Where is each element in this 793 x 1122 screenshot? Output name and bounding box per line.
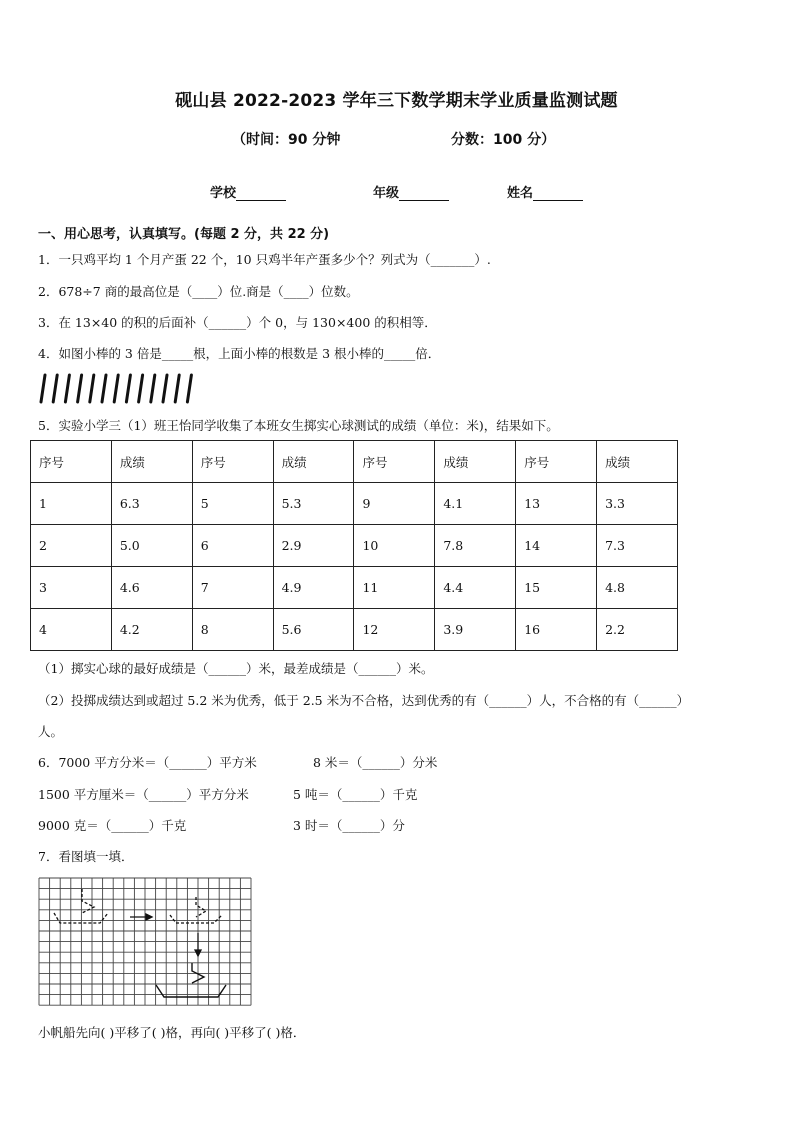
- table-cell: 1: [31, 483, 112, 525]
- stick: [65, 375, 69, 402]
- table-cell: 3.9: [435, 609, 516, 651]
- section-heading: 一、用心思考，认真填写。(每题 2 分，共 22 分): [38, 227, 330, 242]
- question-6d: 5 吨＝（______）千克: [293, 787, 418, 802]
- question-7-answer: 小帆船先向( )平移了( )格，再向( )平移了( )格．: [38, 1025, 306, 1040]
- table-cell: 9: [354, 483, 435, 525]
- sticks-figure: [36, 372, 206, 406]
- table-cell: 6: [192, 525, 273, 567]
- question-6f: 3 时＝（______）分: [293, 818, 405, 833]
- stick: [175, 375, 179, 402]
- question-5: 5．实验小学三（1）班王怡同学收集了本班女生掷实心球测试的成绩（单位：米)，结果如下。: [38, 418, 559, 433]
- question-5-1: （1）掷实心球的最好成绩是（______）米，最差成绩是（______）米。: [38, 661, 434, 676]
- question-6c: 1500 平方厘米＝（______）平方分米: [38, 787, 249, 802]
- grade-label: 年级: [373, 186, 400, 201]
- question-2: 2．678÷7 商的最高位是（____）位.商是（____）位数。: [38, 284, 359, 299]
- stick: [126, 375, 130, 402]
- grade-blank[interactable]: [399, 186, 449, 201]
- table-cell: 5.6: [273, 609, 354, 651]
- name-blank[interactable]: [533, 186, 583, 201]
- grid-sailboat-figure: [38, 877, 252, 1007]
- table-cell: 14: [516, 525, 597, 567]
- table-row: [31, 609, 678, 651]
- stick: [187, 375, 191, 402]
- stick: [102, 375, 106, 402]
- stick: [139, 375, 143, 402]
- table-cell: 4.9: [273, 567, 354, 609]
- table-cell: 4.2: [111, 609, 192, 651]
- table-header-cell: 成绩: [597, 441, 678, 483]
- stick: [151, 375, 155, 402]
- question-6e: 9000 克＝（______）千克: [38, 818, 187, 833]
- table-cell: 4.8: [597, 567, 678, 609]
- question-5-2-cont: 人。: [38, 724, 64, 739]
- school-field[interactable]: [210, 182, 286, 201]
- page-title: 砚山县 2022-2023 学年三下数学期末学业质量监测试题: [175, 91, 618, 111]
- table-header-cell: 成绩: [435, 441, 516, 483]
- table-cell: 4.4: [435, 567, 516, 609]
- table-cell: 4.1: [435, 483, 516, 525]
- table-header-cell: 序号: [31, 441, 112, 483]
- stick: [41, 375, 45, 402]
- table-row: [31, 483, 678, 525]
- name-label: 姓名: [507, 186, 534, 201]
- table-row: [31, 525, 678, 567]
- table-cell: 10: [354, 525, 435, 567]
- question-3: 3．在 13×40 的积的后面补（______）个 0，与 130×400 的积相等．: [38, 315, 437, 330]
- stick: [53, 375, 57, 402]
- exam-time: （时间：90 分钟: [232, 132, 341, 148]
- question-6b: 8 米＝（______）分米: [313, 755, 438, 770]
- table-cell: 11: [354, 567, 435, 609]
- stick: [78, 375, 82, 402]
- table-header-cell: 序号: [192, 441, 273, 483]
- table-cell: 3: [31, 567, 112, 609]
- table-cell: 5.3: [273, 483, 354, 525]
- table-header-cell: 序号: [354, 441, 435, 483]
- question-7: 7．看图填一填．: [38, 849, 134, 864]
- stick: [114, 375, 118, 402]
- table-cell: 6.3: [111, 483, 192, 525]
- arrow-down-icon: [195, 933, 201, 956]
- school-blank[interactable]: [236, 186, 286, 201]
- table-cell: 2.2: [597, 609, 678, 651]
- table-cell: 5: [192, 483, 273, 525]
- table-cell: 13: [516, 483, 597, 525]
- name-field[interactable]: [507, 182, 583, 201]
- table-cell: 3.3: [597, 483, 678, 525]
- table-cell: 7: [192, 567, 273, 609]
- stick: [163, 375, 167, 402]
- table-cell: 4.6: [111, 567, 192, 609]
- table-cell: 7.3: [597, 525, 678, 567]
- question-4: 4．如图小棒的 3 倍是_____根，上面小棒的根数是 3 根小棒的_____倍．: [38, 346, 441, 361]
- table-header-cell: 成绩: [111, 441, 192, 483]
- table-cell: 2: [31, 525, 112, 567]
- school-label: 学校: [210, 186, 237, 201]
- exam-score: 分数：100 分）: [451, 132, 556, 148]
- table-cell: 16: [516, 609, 597, 651]
- table-header-cell: 成绩: [273, 441, 354, 483]
- table-header-cell: 序号: [516, 441, 597, 483]
- question-1: 1．一只鸡平均 1 个月产蛋 22 个，10 只鸡半年产蛋多少个？列式为（_______）.: [38, 252, 491, 267]
- table-row: [31, 567, 678, 609]
- scores-table: [30, 440, 678, 651]
- arrow-right-icon: [130, 914, 152, 920]
- table-cell: 2.9: [273, 525, 354, 567]
- table-cell: 12: [354, 609, 435, 651]
- question-5-2: （2）投掷成绩达到或超过 5.2 米为优秀，低于 2.5 米为不合格，达到优秀的有（______）人，不合格的有（______）: [38, 693, 690, 708]
- table-cell: 15: [516, 567, 597, 609]
- table-cell: 8: [192, 609, 273, 651]
- table-cell: 4: [31, 609, 112, 651]
- table-cell: 7.8: [435, 525, 516, 567]
- table-header-row: [31, 441, 678, 483]
- table-cell: 5.0: [111, 525, 192, 567]
- question-6a: 6．7000 平方分米＝（______）平方米: [38, 755, 257, 770]
- grade-field[interactable]: [373, 182, 449, 201]
- stick: [90, 375, 94, 402]
